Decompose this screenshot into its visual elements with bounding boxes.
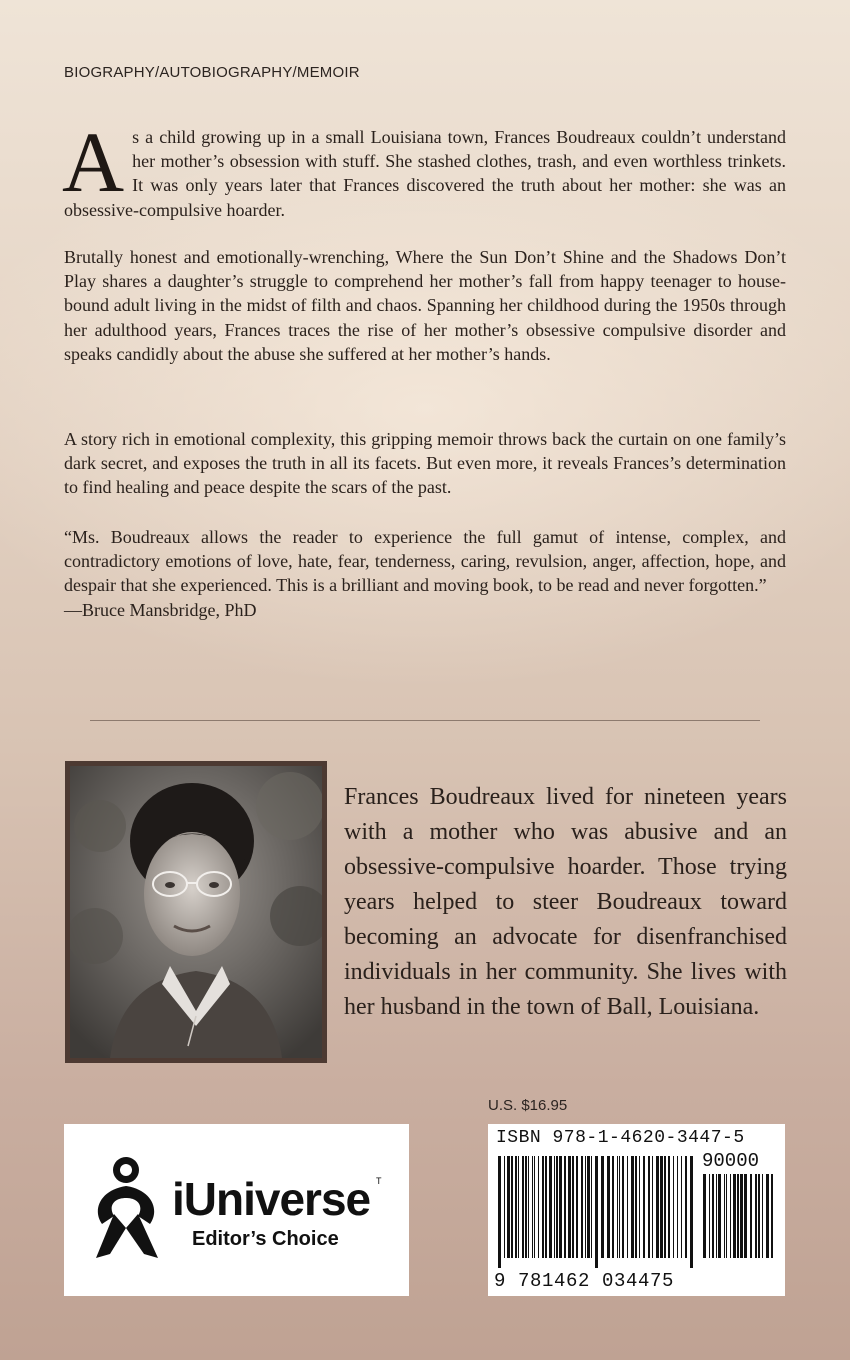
barcode-stripe	[554, 1156, 555, 1258]
barcode-stripe	[587, 1156, 590, 1258]
barcode-stripe	[762, 1174, 763, 1258]
barcode-stripe	[617, 1156, 618, 1258]
barcode-stripe	[709, 1174, 710, 1258]
barcode-stripe	[532, 1156, 533, 1258]
barcode-stripe	[522, 1156, 524, 1258]
barcode-stripe	[733, 1174, 736, 1258]
barcode-stripe	[677, 1156, 678, 1258]
barcode-stripe	[755, 1174, 757, 1258]
barcode-stripe	[631, 1156, 634, 1258]
barcode-stripe	[652, 1156, 653, 1258]
barcode-stripe	[559, 1156, 562, 1258]
barcode-stripe	[730, 1174, 731, 1258]
addon-barcode-bars	[701, 1174, 779, 1268]
barcode-stripe	[766, 1174, 769, 1258]
barcode-stripe	[740, 1174, 743, 1258]
barcode-stripe	[724, 1174, 725, 1258]
testimonial-quote	[64, 525, 786, 622]
ean-number: 9 781462 034475	[494, 1270, 675, 1292]
isbn-barcode	[488, 1124, 785, 1296]
barcode-stripe	[673, 1156, 674, 1258]
blurb-paragraph-2: Brutally honest and emotionally-wrenching, Where the Sun Don’t Shine and the Shadows Don’t Play shares a daughter’s struggle to comprehend her mother’s fall from happy teenager to house-bound adult living in the midst of filth and chaos. Spanning her childhood during the 1950s through her adulthood years, Frances traces the rise of her mother’s obsessive compulsive disorder and speaks candidly about the abuse she suffered at her mother’s hands.	[64, 247, 786, 364]
barcode-stripe	[528, 1156, 529, 1258]
barcode-stripe	[498, 1156, 501, 1268]
barcode-stripe	[726, 1174, 727, 1258]
barcode-stripe	[622, 1156, 624, 1258]
publisher-logo-icon	[86, 1154, 168, 1264]
barcode-stripe	[681, 1156, 682, 1258]
barcode-stripe	[568, 1156, 571, 1258]
price-label: U.S. $16.95	[488, 1097, 568, 1114]
barcode-stripe	[572, 1156, 574, 1258]
author-photo	[65, 761, 327, 1063]
barcode-stripe	[648, 1156, 650, 1258]
addon-code: 90000	[702, 1150, 760, 1172]
barcode-bars	[496, 1156, 696, 1268]
barcode-stripe	[690, 1156, 693, 1268]
blurb-paragraph-3: A story rich in emotional complexity, this gripping memoir throws back the curtain on one family’s dark secret, and exposes the truth in all its facets. But even more, it reveals Frances’s determination to find healing and peace despite the scars of the past.	[64, 429, 786, 498]
barcode-stripe	[585, 1156, 586, 1258]
barcode-stripe	[668, 1156, 670, 1258]
publisher-trademark: T	[376, 1176, 382, 1186]
barcode-stripe	[538, 1156, 539, 1258]
barcode-stripe	[656, 1156, 659, 1258]
barcode-stripe	[737, 1174, 739, 1258]
barcode-stripe	[716, 1174, 717, 1258]
barcode-stripe	[601, 1156, 604, 1258]
barcode-stripe	[607, 1156, 610, 1258]
barcode-stripe	[595, 1156, 598, 1268]
barcode-stripe	[525, 1156, 527, 1258]
barcode-stripe	[643, 1156, 645, 1258]
barcode-stripe	[515, 1156, 517, 1258]
barcode-stripe	[581, 1156, 583, 1258]
barcode-stripe	[545, 1156, 547, 1258]
barcode-stripe	[635, 1156, 637, 1258]
barcode-stripe	[576, 1156, 578, 1258]
barcode-stripe	[591, 1156, 592, 1258]
barcode-stripe	[718, 1174, 721, 1258]
barcode-stripe	[542, 1156, 544, 1258]
blurb-paragraph-1-text: s a child growing up in a small Louisiana town, Frances Boudreaux couldn’t understand her mother’s obsession with stuff. She stashed clothes, trash, and even worthless trinkets. It was only years later that Frances discovered the truth about her mother: she was an obsessive-compulsive hoarder.	[64, 127, 786, 220]
barcode-stripe	[518, 1156, 519, 1258]
drop-cap: A	[62, 114, 125, 210]
barcode-stripe	[639, 1156, 640, 1258]
author-photo-image	[70, 766, 322, 1058]
publisher-logo	[64, 1124, 409, 1296]
barcode-stripe	[771, 1174, 773, 1258]
publisher-name: iUniverse	[172, 1173, 371, 1225]
section-divider	[90, 720, 760, 721]
barcode-stripe	[703, 1174, 706, 1258]
barcode-stripe	[627, 1156, 628, 1258]
barcode-stripe	[758, 1174, 760, 1258]
barcode-stripe	[504, 1156, 505, 1258]
category-label: BIOGRAPHY/AUTOBIOGRAPHY/MEMOIR	[64, 64, 360, 81]
isbn-label: ISBN 978-1-4620-3447-5	[496, 1128, 745, 1148]
barcode-stripe	[685, 1156, 687, 1258]
barcode-stripe	[511, 1156, 513, 1258]
barcode-stripe	[619, 1156, 620, 1258]
barcode-stripe	[750, 1174, 752, 1258]
quote-text: “Ms. Boudreaux allows the reader to experience the full gamut of intense, complex, and contradictory emotions of love, hate, fear, tenderness, caring, revulsion, anger, affection, hope, and despair that she experienced. This is a brilliant and moving book, to be read and never forgotten.”	[64, 527, 786, 596]
barcode-stripe	[507, 1156, 510, 1258]
barcode-stripe	[612, 1156, 614, 1258]
barcode-stripe	[556, 1156, 558, 1258]
blurb-paragraph-1	[62, 114, 786, 222]
barcode-stripe	[660, 1156, 663, 1258]
barcode-stripe	[534, 1156, 535, 1258]
barcode-stripe	[744, 1174, 747, 1258]
barcode-stripe	[712, 1174, 714, 1258]
barcode-stripe	[664, 1156, 666, 1258]
author-bio: Frances Boudreaux lived for nineteen years with a mother who was abusive and an obsessive-compulsive hoarder. Those trying years helped to steer Boudreaux toward becoming an advocate for disenfranchised individuals in her community. She lives with her husband in the town of Ball, Louisiana.	[344, 784, 787, 1020]
quote-attribution: —Bruce Mansbridge, PhD	[64, 599, 257, 620]
barcode-stripe	[564, 1156, 566, 1258]
barcode-stripe	[549, 1156, 552, 1258]
publisher-tagline: Editor’s Choice	[192, 1228, 339, 1250]
